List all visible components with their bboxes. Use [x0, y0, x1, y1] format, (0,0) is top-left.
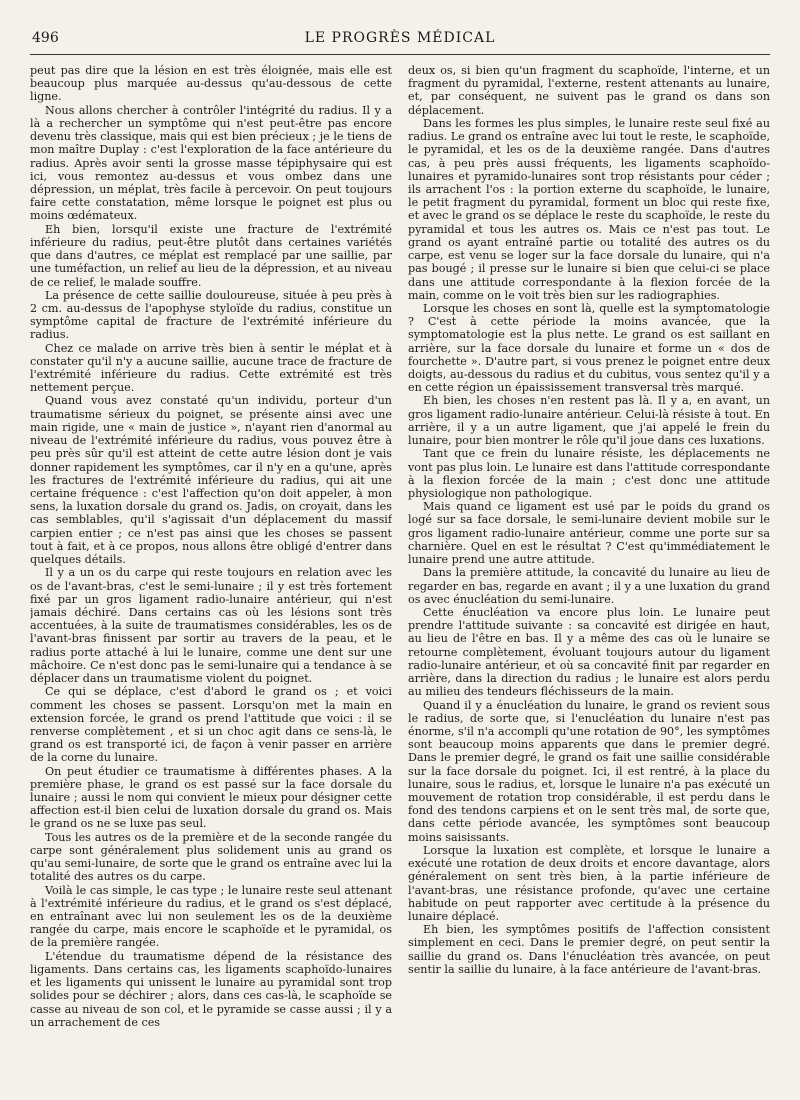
paragraph: Tous les autres os de la première et de la seconde rangée du carpe sont généralement plus solidement unis au grand os qu'au semi-lunaire, de sorte que le grand os entraîne avec lui la totalité des autres os du carpe. [30, 830, 392, 884]
paragraph: Nous allons chercher à contrôler l'intégrité du radius. Il y a là a rechercher un symptôme qui n'est peut-être pas encore devenu très classique, mais qui est bien précieux ; je le tiens de mon maître Duplay : c'est l'exploration de la face antérieure du radius. Après avoir senti la grosse masse tépiphysaire qui est ici, vous remontez au-dessus et vous ombez dans une dépression, un méplat, très facile à percevoir. On peut toujours faire cette constatation, même lorsque le poignet est plus ou moins œdémateux. [30, 103, 392, 223]
paragraph: Chez ce malade on arrive très bien à sentir le méplat et à constater qu'il n'y a aucune saillie, aucune trace de fracture de l'extrémité inférieure du radius. Cette extrémité est très nettement perçue. [30, 341, 392, 395]
paragraph: Ce qui se déplace, c'est d'abord le grand os ; et voici comment les choses se passent. Lorsqu'on met la main en extension forcée, le grand os prend l'attitude que voici : il se renverse complètement , et si un choc agit dans ce sens-là, le grand os est transporté ici, de façon à venir passer en arrière de la corne du lunaire. [30, 685, 392, 765]
left-column [30, 64, 392, 1074]
paragraph: Il y a un os du carpe qui reste toujours en relation avec les os de l'avant-bras, c'est le semi-lunaire ; il y est très fortement fixé par un gros ligament radio-lunaire antérieur, qui n'est jamais déchiré. Dans certains cas où les lésions sont très accentuées, à la suite de traumatismes considérables, les os de l'avant-bras finissent par sortir au travers de la peau, et le radius porte attaché à lui le lunaire, comme une dent sur une mâchoire. Ce n'est donc pas le semi-lunaire qui a tendance à se déplacer dans un traumatisme violent du poignet. [30, 566, 392, 686]
right-column [408, 64, 770, 1074]
paragraph: Voilà le cas simple, le cas type ; le lunaire reste seul attenant à l'extrémité inférieure du radius, et le grand os s'est déplacé, en entraînant avec lui non seulement les os de la deuxième rangée du carpe, mais encore le scaphoïde et le pyramidal, os de la première rangée. [30, 883, 392, 950]
paragraph: Eh bien, les choses n'en restent pas là. Il y a, en avant, un gros ligament radio-lunaire antérieur. Celui-là résiste à tout. En arrière, il y a un autre ligament, que j'ai appelé le frein du lunaire, pour bien montrer le rôle qu'il joue dans ces luxations. [408, 394, 770, 448]
paragraph: Tant que ce frein du lunaire résiste, les déplacements ne vont pas plus loin. Le lunaire est dans l'attitude correspondante à la flexion forcée de la main ; c'est donc une attitude physiologique non pathologique. [408, 447, 770, 500]
paragraph: peut pas dire que la lésion en est très éloignée, mais elle est beaucoup plus marquée au-dessus qu'au-dessous de cette ligne. [30, 64, 392, 104]
paragraph: Quand vous avez constaté qu'un individu, porteur d'un traumatisme sérieux du poignet, se présente ainsi avec une main rigide, une « main de justice », n'ayant rien d'anormal au niveau de l'extrémité inférieure du radius, vous pouvez être à peu près sûr qu'il est atteint de cette autre lésion dont je vais donner rapidement les symptômes, car il n'y en a qu'une, après les fractures de l'extrémité inférieure du radius, qui ait une certaine fréquence : c'est l'affection qu'on doit appeler, à mon sens, la luxation dorsale du grand os. Jadis, on croyait, dans les cas semblables, qu'il s'agissait d'un déplacement du massif carpien entier ; ce n'est pas ainsi que les choses se passent tout à fait, et à ce propos, nous allons être obligé d'entrer dans quelques détails. [30, 394, 392, 567]
running-title: LE PROGRÈS MÉDICAL [304, 30, 496, 46]
paragraph: On peut étudier ce traumatisme à différentes phases. A la première phase, le grand os est passé sur la face dorsale du lunaire ; aussi le nom qui convient le mieux pour désigner cette affection est-il bien celui de luxation dorsale du grand os. Mais le grand os ne se luxe pas seul. [30, 764, 392, 831]
header-rule [30, 54, 770, 55]
paragraph: Mais quand ce ligament est usé par le poids du grand os logé sur sa face dorsale, le semi-lunaire devient mobile sur le gros ligament radio-lunaire antérieur, comme une porte sur sa charnière. Quel en est le résultat ? C'est qu'immédiatement le lunaire prend une autre attitude. [408, 500, 770, 567]
paragraph: Dans les formes les plus simples, le lunaire reste seul fixé au radius. Le grand os entraîne avec lui tout le reste, le scaphoïde, le pyramidal, et les os de la deuxième rangée. Dans d'autres cas, à peu près aussi fréquents, les ligaments scaphoïdo-lunaires et pyramido-lunaires sont trop résistants pour céder ; ils arrachent l'os : la portion externe du scaphoïde, le lunaire, le petit fragment du pyramidal, forment un bloc qui reste fixe, et avec le grand os se déplace le reste du scaphoïde, le reste du pyramidal et tous les autres os. Mais ce n'est pas tout. Le grand os ayant entraîné partie ou totalité des autres os du carpe, est venu se loger sur la face dorsale du lunaire, qui n'a pas bougé ; il presse sur le lunaire si bien que celui-ci se place dans une attitude correspondante à la flexion forcée de la main, comme on le voit très bien sur les radiographies. [408, 116, 770, 302]
page-number: 496 [32, 30, 59, 46]
paragraph: L'étendue du traumatisme dépend de la résistance des ligaments. Dans certains cas, les ligaments scaphoïdo-lunaires et les ligaments qui unissent le lunaire au pyramidal sont trop solides pour se déchirer ; alors, dans ces cas-là, le scaphoïde se casse au niveau de son col, et le pyramide se casse aussi ; il y a un arrachement de ces [30, 949, 392, 1029]
paragraph: Quand il y a énucléation du lunaire, le grand os revient sous le radius, de sorte que, si l'enucléation du lunaire n'est pas énorme, s'il n'a accompli qu'une rotation de 90°, les symptômes sont beaucoup moins apparents que dans le premier degré. Dans le premier degré, le grand os fait une saillie considérable sur la face dorsale du poignet. Ici, il est rentré, à la place du lunaire, sous le radius, et, lorsque le lunaire n'a pas exécuté un mouvement de rotation trop considérable, il est perdu dans le fond des tendons carpiens et on le sent très mal, de sorte que, dans cette période avancée, les symptômes sont beaucoup moins saisissants. [408, 698, 770, 844]
paragraph: La présence de cette saillie douloureuse, située à peu près à 2 cm. au-dessus de l'apophyse styloïde du radius, constitue un symptôme capital de fracture de l'extrémité inférieure du radius. [30, 288, 392, 342]
page-header [30, 30, 770, 52]
paragraph: Eh bien, les symptômes positifs de l'affection consistent simplement en ceci. Dans le premier degré, on peut sentir la saillie du grand os. Dans l'énucléation très avancée, on peut sentir la saillie du lunaire, à la face antérieure de l'avant-bras. [408, 923, 770, 976]
paragraph: Lorsque les choses en sont là, quelle est la symptomatologie ? C'est à cette période la moins avancée, que la symptomatologie est la plus nette. Le grand os est saillant en arrière, sur la face dorsale du lunaire et forme un « dos de fourchette ». D'autre part, si vous prenez le poignet entre deux doigts, au-dessous du radius et du cubitus, vous sentez qu'il y a en cette région un épaississement transversal très marqué. [408, 301, 770, 395]
paragraph: Eh bien, lorsqu'il existe une fracture de l'extrémité inférieure du radius, peut-être plutôt dans certaines variétés que dans d'autres, ce méplat est remplacé par une saillie, par une tuméfaction, un relief au lieu de la dépression, et au niveau de ce relief, le malade souffre. [30, 222, 392, 289]
paragraph: Cette énucléation va encore plus loin. Le lunaire peut prendre l'attitude suivante : sa concavité est dirigée en haut, au lieu de l'être en bas. Il y a même des cas où le lunaire se retourne complètement, évoluant toujours autour du ligament radio-lunaire antérieur, et où sa concavité finit par regarder en arrière, dans la direction du radius ; le lunaire est alors perdu au milieu des tendeurs fléchisseurs de la main. [408, 605, 770, 699]
paragraph: Lorsque la luxation est complète, et lorsque le lunaire a exécuté une rotation de deux droits et encore davantage, alors généralement on sent très bien, à la partie inférieure de l'avant-bras, une résistance profonde, qu'avec une certaine habitude on peut rapporter avec certitude à la présence du lunaire déplacé. [408, 843, 770, 923]
text-columns [30, 64, 770, 1074]
paragraph: Dans la première attitude, la concavité du lunaire au lieu de regarder en bas, regarde en avant ; il y a une luxation du grand os avec énucléation du semi-lunaire. [408, 566, 770, 606]
paragraph: deux os, si bien qu'un fragment du scaphoïde, l'interne, et un fragment du pyramidal, l'externe, restent attenants au lunaire, et, par conséquent, ne suivent pas le grand os dans son déplacement. [408, 64, 770, 117]
